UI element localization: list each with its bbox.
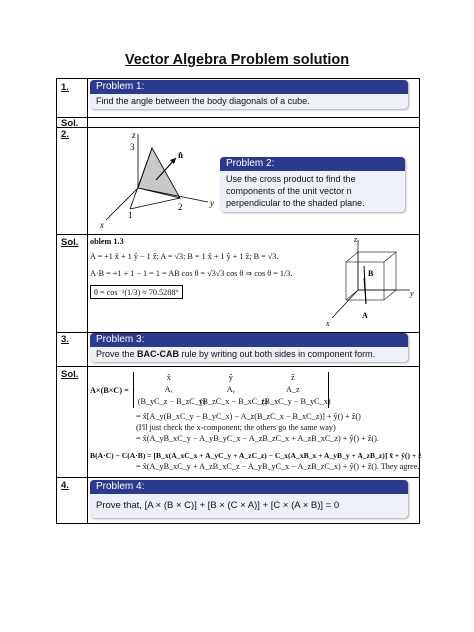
solution-label-2: Sol. [61,237,79,248]
cube-x-label: x [326,319,330,328]
cube-y-label: y [410,289,414,298]
tick-2: 2 [178,202,183,212]
det-cell: (B_zC_x − B_xC_z) [199,397,268,406]
row-number-4: 4. [61,480,69,491]
problem-2-box [220,157,405,212]
cube-x-axis [332,290,358,318]
row-divider [57,477,419,478]
problem-1-text: Find the angle between the body diagonals of a cube. [96,96,310,106]
cube-figure [326,236,416,328]
det-cell: Aₓ [164,385,173,394]
det-cell: A_z [285,385,300,394]
cube-B-label: B [368,269,374,278]
det-cell: ẑ [290,373,295,382]
problem-2-line-2: components of the unit vector n [226,186,352,196]
solution-2-block [90,236,328,299]
problem-3-text-pre: Prove the [96,349,138,359]
cube-A-label: A [362,311,368,320]
row-divider [57,117,419,118]
z-label: z [132,130,136,140]
solution-label-3: Sol. [61,369,79,380]
row-divider [57,366,419,367]
solution-2-result: θ = cos⁻¹(1/3) ≈ 70.5288° [90,285,183,299]
problem-2-header: Problem 2: [220,157,405,171]
solution-3-line-1: = x̂[A_y(B_xC_y − B_yC_x) − A_z(B_zC_x − B_xC_z)] + ŷ() + ẑ() [136,412,361,421]
row-divider [57,234,419,235]
problem-2-line-3: perpendicular to the shaded plane. [226,198,365,208]
det-cell: ŷ [228,373,233,382]
solution-3-lhs: A×(B×C) = [90,385,129,395]
tick-1: 1 [128,210,133,220]
problem-4-text: Prove that, [A × (B × C)] + [B × (C × A)] + [C × (A × B)] = 0 [96,500,340,511]
n-label: n̂ [178,150,184,160]
solution-3-line-3: = x̂(A_yB_xC_y − A_yB_yC_x − A_zB_zC_x + A_zB_xC_z) + ŷ() + ẑ(). [136,434,379,443]
shaded-plane [138,148,180,198]
x-label: x [100,220,104,230]
cube-front-face [358,252,396,290]
solution-label-1: Sol. [61,118,79,129]
solution-3-line-4: B(A·C) − C(A·B) = [B_x(A_xC_x + A_yC_y + A_zC_z) − C_x(A_xB_x + A_yB_y + A_zB_z)] x̂ + ŷ() + ẑ [90,451,422,460]
problem-3-header: Problem 3: [90,333,408,347]
problem-4-box [90,480,408,518]
solution-3-block [90,369,422,472]
det-cell: x̂ [166,373,171,382]
plane-figure [92,130,222,232]
solution-3-line-2: (I'll just check the x-component; the others go the same way) [136,423,336,432]
x-axis [106,188,138,220]
triangle-edge [130,198,180,209]
solution-2-line-2: A·B = +1 + 1 − 1 = 1 = AB cos θ = √3√3 cos θ ⇒ cos θ = 1/3. [90,269,293,278]
page-title: Vector Algebra Problem solution [124,52,350,68]
det-cell: (B_xC_y − B_yC_x) [261,397,331,406]
row-number-1: 1. [61,82,69,93]
y-label: y [210,198,214,208]
column-divider [87,79,88,523]
problem-4-header: Problem 4: [90,480,408,494]
problem-2-line-1: Use the cross product to find the [226,174,356,184]
problem-3-box [90,333,408,362]
solution-3-line-5: = x̂(A_yB_xC_y + A_zB_xC_z − A_yB_yC_x − A_zB_zC_x) + ŷ() + ẑ(). They agree. [136,462,420,471]
det-cell: (B_yC_z − B_zC_y) [137,397,206,406]
problem-3-text-bold: BAC-CAB [137,349,180,359]
row-number-2: 2. [61,129,69,140]
solution-2-heading: oblem 1.3 [90,237,124,246]
det-cell: Aᵧ [226,385,235,394]
row-divider [57,127,419,128]
problem-3-text-post: rule by writing out both sides in component form. [179,349,376,359]
problem-1-header: Problem 1: [90,80,408,94]
determinant [133,372,329,408]
solution-2-line-1: A = +1 x̂ + 1 ŷ − 1 ẑ; A = √3; B = 1 x̂ + 1 ŷ + 1 ẑ; B = √3. [90,252,279,261]
problem-1-box [90,80,408,109]
cube-z-label: z [354,235,358,244]
row-number-3: 3. [61,334,69,345]
tick-3: 3 [130,142,135,152]
